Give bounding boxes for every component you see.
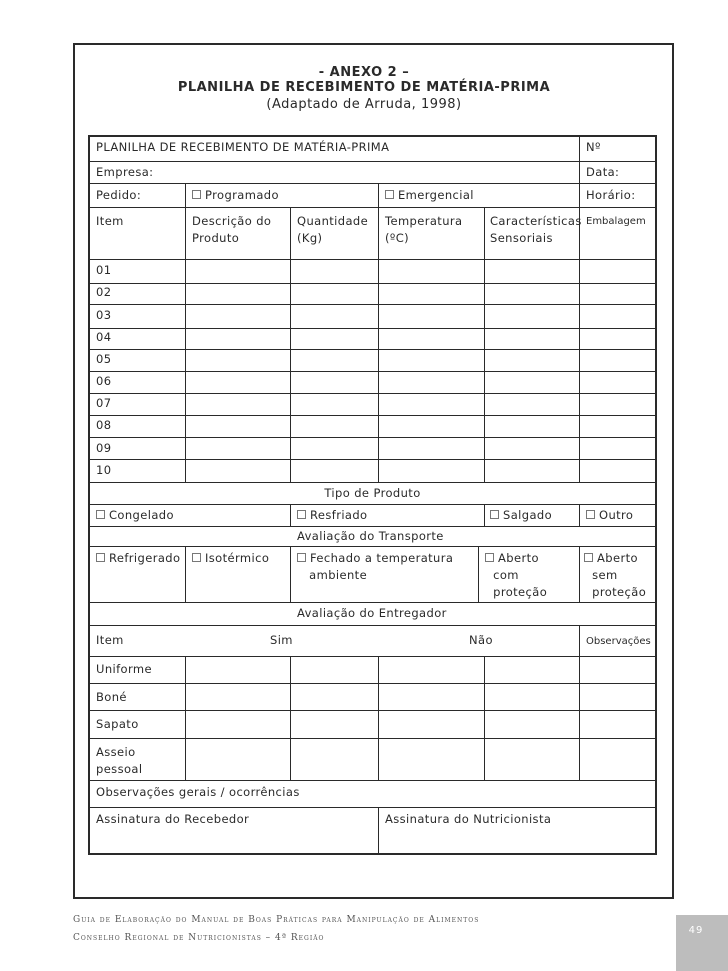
- assinatura-recebedor-label: Assinatura do Recebedor: [96, 812, 250, 826]
- page-title: PLANILHA DE RECEBIMENTO DE MATÉRIA-PRIMA: [177, 80, 551, 95]
- sapato-label: Sapato: [96, 717, 139, 731]
- numero-label: Nº: [586, 140, 601, 154]
- refrigerado-option: Refrigerado: [96, 550, 180, 567]
- footer-guide-title: Guia de Elaboração do Manual de Boas Práticas para Manipulação de Alimentos: [73, 915, 480, 925]
- checkbox-icon: [485, 553, 494, 562]
- tipo-produto-title: Tipo de Produto: [324, 486, 421, 500]
- page-number: 49: [688, 925, 704, 936]
- col-descricao: Descrição do Produto: [192, 214, 272, 245]
- row-number: 07: [96, 396, 112, 410]
- checkbox-icon: [96, 510, 105, 519]
- salgado-option: Salgado: [490, 507, 552, 524]
- observacoes-gerais-label: Observações gerais / ocorrências: [96, 785, 300, 799]
- asseio-label: Asseio pessoal: [96, 745, 143, 776]
- row-number: 06: [96, 374, 112, 388]
- assinatura-nutricionista-label: Assinatura do Nutricionista: [385, 812, 552, 826]
- outro-option: Outro: [586, 507, 633, 524]
- observacoes-header: Observações: [586, 636, 651, 647]
- programado-option: Programado: [192, 187, 279, 204]
- footer-council: Conselho Regional de Nutricionistas – 4ª Região: [73, 933, 325, 943]
- col-quantidade: Quantidade (Kg): [297, 214, 369, 245]
- aberto-com-protecao-option: Aberto com proteção: [485, 550, 547, 601]
- pedido-label: Pedido:: [96, 188, 142, 202]
- row-number: 02: [96, 285, 112, 299]
- checkbox-icon: [192, 190, 201, 199]
- row-number: 01: [96, 263, 112, 277]
- row-number: 08: [96, 418, 112, 432]
- col-embalagem: Embalagem: [586, 216, 646, 227]
- row-number: 03: [96, 308, 112, 322]
- page-subtitle: (Adaptado de Arruda, 1998): [266, 97, 462, 112]
- row-number: 09: [96, 441, 112, 455]
- aberto-sem-protecao-option: Aberto sem proteção: [584, 550, 646, 601]
- uniforme-label: Uniforme: [96, 662, 152, 676]
- entregador-title: Avaliação do Entregador: [297, 606, 447, 620]
- col-caracteristicas: Características Sensoriais: [490, 214, 582, 245]
- checkbox-icon: [584, 553, 593, 562]
- data-label: Data:: [586, 165, 620, 179]
- entregador-item-header: Item: [96, 633, 124, 647]
- row-number: 04: [96, 330, 112, 344]
- emergencial-option: Emergencial: [385, 187, 474, 204]
- row-number: 05: [96, 352, 112, 366]
- annex-label: - ANEXO 2 –: [318, 65, 410, 80]
- col-item: Item: [96, 214, 124, 228]
- fechado-option: Fechado a temperatura ambiente: [297, 550, 453, 584]
- horario-label: Horário:: [586, 188, 636, 202]
- empresa-label: Empresa:: [96, 165, 154, 179]
- form-title: PLANILHA DE RECEBIMENTO DE MATÉRIA-PRIMA: [96, 140, 390, 154]
- bone-label: Boné: [96, 690, 127, 704]
- checkbox-icon: [490, 510, 499, 519]
- page-number-box: [676, 915, 728, 971]
- checkbox-icon: [297, 553, 306, 562]
- checkbox-icon: [192, 553, 201, 562]
- resfriado-option: Resfriado: [297, 507, 368, 524]
- row-number: 10: [96, 463, 112, 477]
- isotermico-option: Isotérmico: [192, 550, 269, 567]
- checkbox-icon: [297, 510, 306, 519]
- congelado-option: Congelado: [96, 507, 174, 524]
- checkbox-icon: [586, 510, 595, 519]
- nao-header: Não: [469, 633, 493, 647]
- sim-header: Sim: [270, 633, 293, 647]
- checkbox-icon: [96, 553, 105, 562]
- transporte-title: Avaliação do Transporte: [297, 529, 444, 543]
- col-temperatura: Temperatura (ºC): [385, 214, 463, 245]
- checkbox-icon: [385, 190, 394, 199]
